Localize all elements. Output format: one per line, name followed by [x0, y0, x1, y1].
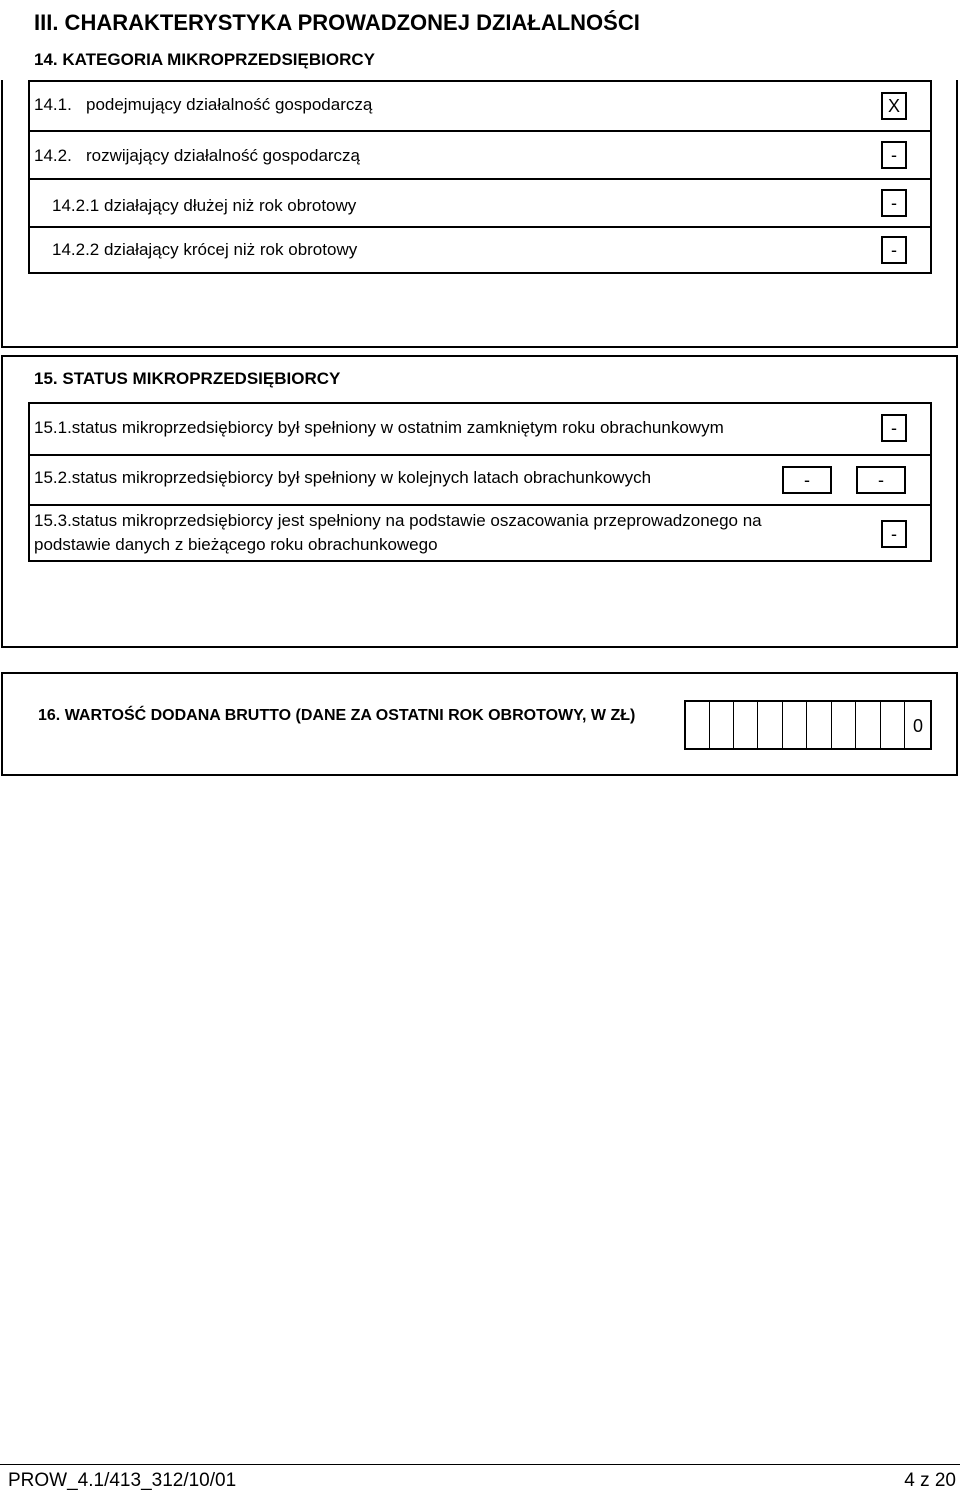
item-14-2-num: 14.2. [34, 146, 72, 165]
checkbox-15-3[interactable]: - [881, 520, 907, 548]
digit-cell [855, 702, 879, 748]
divider [28, 504, 932, 506]
item-15-2: 15.2.status mikroprzedsiębiorcy był spełniony w kolejnych latach obrachunkowych [34, 468, 652, 487]
footer-code: PROW_4.1/413_312/10/01 [8, 1470, 237, 1491]
item-14-1-num: 14.1. [34, 95, 72, 114]
item-14-2-label: rozwijający działalność gospodarczą [85, 146, 361, 165]
digit-cell [709, 702, 733, 748]
footer-page-number: 4 z 20 [904, 1470, 956, 1491]
item-14-2-2-label: działający krócej niż rok obrotowy [104, 240, 358, 259]
item-14-2-2 [52, 240, 357, 260]
digit-cell [733, 702, 757, 748]
item-15-3-line1: 15.3.status mikroprzedsiębiorcy jest spełniony na podstawie oszacowania przeprowadzonego na [34, 511, 762, 530]
checkbox-14-2[interactable]: - [881, 141, 907, 169]
divider [28, 454, 932, 456]
checkbox-15-1[interactable]: - [881, 414, 907, 442]
item-14-1 [34, 95, 372, 115]
checkbox-14-2-1[interactable]: - [881, 189, 907, 217]
item-14-2 [34, 146, 360, 166]
item-14-2-1-num: 14.2.1 [52, 196, 100, 215]
item-15-1: 15.1.status mikroprzedsiębiorcy był spełniony w ostatnim zamkniętym roku obrachunkowym [34, 418, 724, 437]
item-14-2-1-label: działający dłużej niż rok obrotowy [104, 196, 357, 215]
checkbox-14-2-2[interactable]: - [881, 236, 907, 264]
digit-cell [831, 702, 855, 748]
value-16: 0 [912, 716, 923, 736]
footer-divider [0, 1464, 960, 1465]
section-16-title: 16. WARTOŚĆ DODANA BRUTTO (DANE ZA OSTATNI ROK OBROTOWY, W ZŁ) [38, 707, 636, 724]
digit-cell [880, 702, 904, 748]
checkbox-15-2-b[interactable]: - [856, 466, 906, 494]
item-15-3-line2: podstawie danych z bieżącego roku obrachunkowego [34, 535, 438, 554]
section-title: III. CHARAKTERYSTYKA PROWADZONEJ DZIAŁALNOŚCI [34, 10, 640, 35]
digit-cell [757, 702, 781, 748]
section-15-title: 15. STATUS MIKROPRZEDSIĘBIORCY [34, 369, 341, 388]
checkbox-15-2-a[interactable]: - [782, 466, 832, 494]
digit-cell [806, 702, 830, 748]
item-14-2-2-num: 14.2.2 [52, 240, 100, 259]
item-14-1-label: podejmujący działalność gospodarczą [85, 95, 373, 114]
digit-cell [782, 702, 806, 748]
item-14-2-1 [52, 196, 356, 216]
section-14-title: 14. KATEGORIA MIKROPRZEDSIĘBIORCY [34, 50, 375, 69]
checkbox-14-1[interactable]: X [881, 92, 907, 120]
